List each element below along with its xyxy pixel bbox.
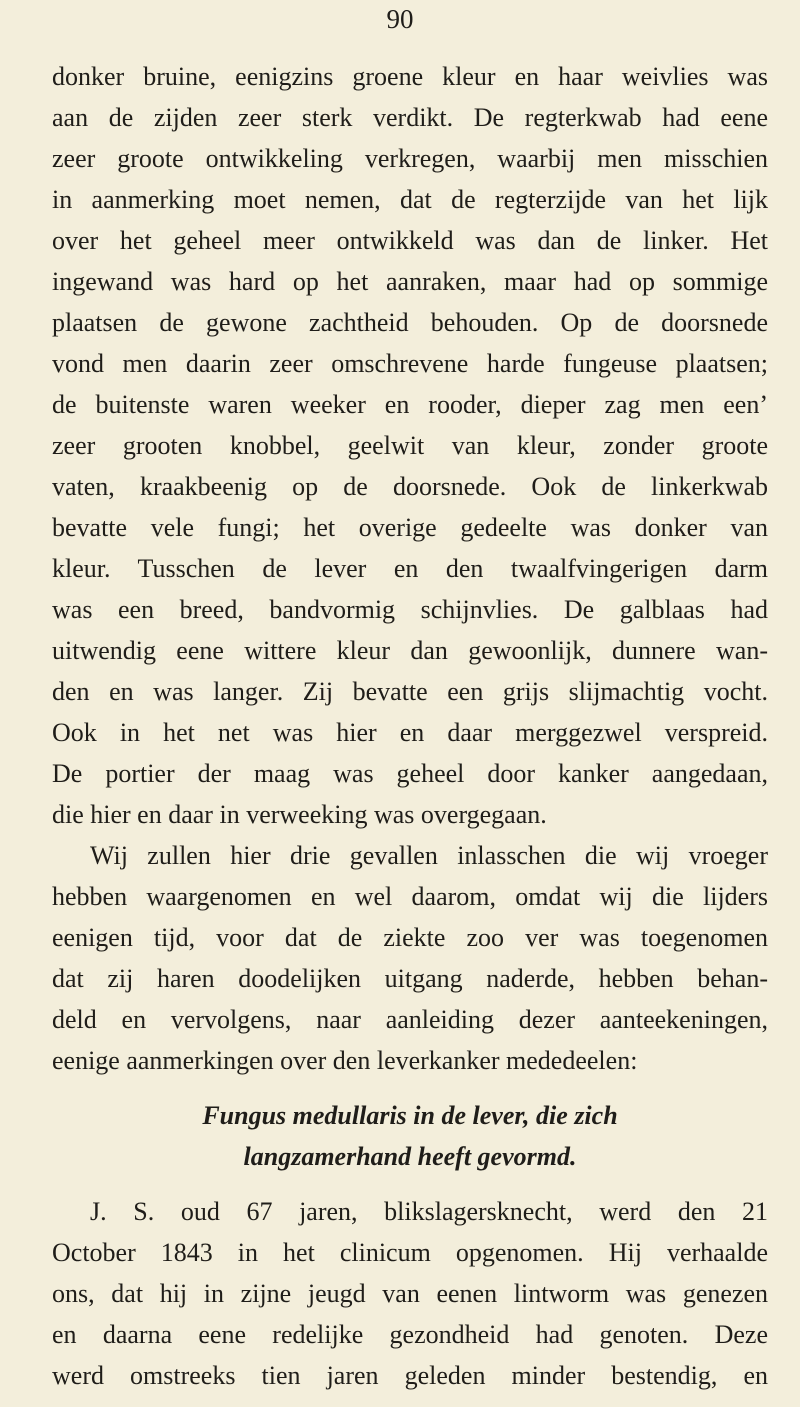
text-line: in aanmerking moet nemen, dat de regterzijde van het lijk: [52, 185, 768, 214]
paragraph-2: [52, 835, 768, 1081]
text-line: de buitenste waren weeker en rooder, dieper zag men een’: [52, 390, 768, 419]
text-line: den en was langer. Zij bevatte een grijs slijmachtig vocht.: [52, 677, 768, 706]
text-line: dat zij haren doodelijken uitgang naderde, hebben behan-: [52, 964, 768, 993]
text-line: bevatte vele fungi; het overige gedeelte was donker van: [52, 513, 768, 542]
paragraph-1: [52, 56, 768, 835]
paragraph-3: [52, 1191, 768, 1396]
page-body: [52, 56, 768, 1396]
text-line: J. S. oud 67 jaren, blikslagersknecht, werd den 21: [90, 1197, 768, 1226]
text-line: Ook in het net was hier en daar merggezwel verspreid.: [52, 718, 768, 747]
text-line: aan de zijden zeer sterk verdikt. De regterkwab had eene: [52, 103, 768, 132]
text-line: vond men daarin zeer omschrevene harde fungeuse plaatsen;: [52, 349, 768, 378]
text-line: zeer grooten knobbel, geelwit van kleur, zonder groote: [52, 431, 768, 460]
text-line: werd omstreeks tien jaren geleden minder bestendig, en: [52, 1361, 768, 1390]
section-heading: [52, 1095, 768, 1177]
text-line: October 1843 in het clinicum opgenomen. Hij verhaalde: [52, 1238, 768, 1267]
text-line: hebben waargenomen en wel daarom, omdat wij die lijders: [52, 882, 768, 911]
text-line: was een breed, bandvormig schijnvlies. De galblaas had: [52, 595, 768, 624]
text-line: kleur. Tusschen de lever en den twaalfvingerigen darm: [52, 554, 768, 583]
text-line: eenige aanmerkingen over den leverkanker mededeelen:: [52, 1046, 638, 1075]
text-line: De portier der maag was geheel door kanker aangedaan,: [52, 759, 768, 788]
text-line: uitwendig eene wittere kleur dan gewoonlijk, dunnere wan-: [52, 636, 768, 665]
text-line: ons, dat hij in zijne jeugd van eenen lintworm was genezen: [52, 1279, 768, 1308]
page-number: 90: [386, 4, 414, 34]
text-line: en daarna eene redelijke gezondheid had genoten. Deze: [52, 1320, 768, 1349]
text-line: deld en vervolgens, naar aanleiding dezer aanteekeningen,: [52, 1005, 768, 1034]
text-line: zeer groote ontwikkeling verkregen, waarbij men misschien: [52, 144, 768, 173]
text-line: die hier en daar in verweeking was overgegaan.: [52, 800, 547, 829]
text-line: over het geheel meer ontwikkeld was dan de linker. Het: [52, 226, 768, 255]
text-line: eenigen tijd, voor dat de ziekte zoo ver was toegenomen: [52, 923, 768, 952]
text-line: Wij zullen hier drie gevallen inlasschen die wij vroeger: [90, 841, 768, 870]
text-line: plaatsen de gewone zachtheid behouden. Op de doorsnede: [52, 308, 768, 337]
heading-line: langzamerhand heeft gevormd.: [243, 1142, 577, 1171]
text-line: vaten, kraakbeenig op de doorsnede. Ook de linkerkwab: [52, 472, 768, 501]
text-line: donker bruine, eenigzins groene kleur en haar weivlies was: [52, 62, 768, 91]
heading-line: Fungus medullaris in de lever, die zich: [202, 1101, 618, 1130]
text-line: ingewand was hard op het aanraken, maar had op sommige: [52, 267, 768, 296]
